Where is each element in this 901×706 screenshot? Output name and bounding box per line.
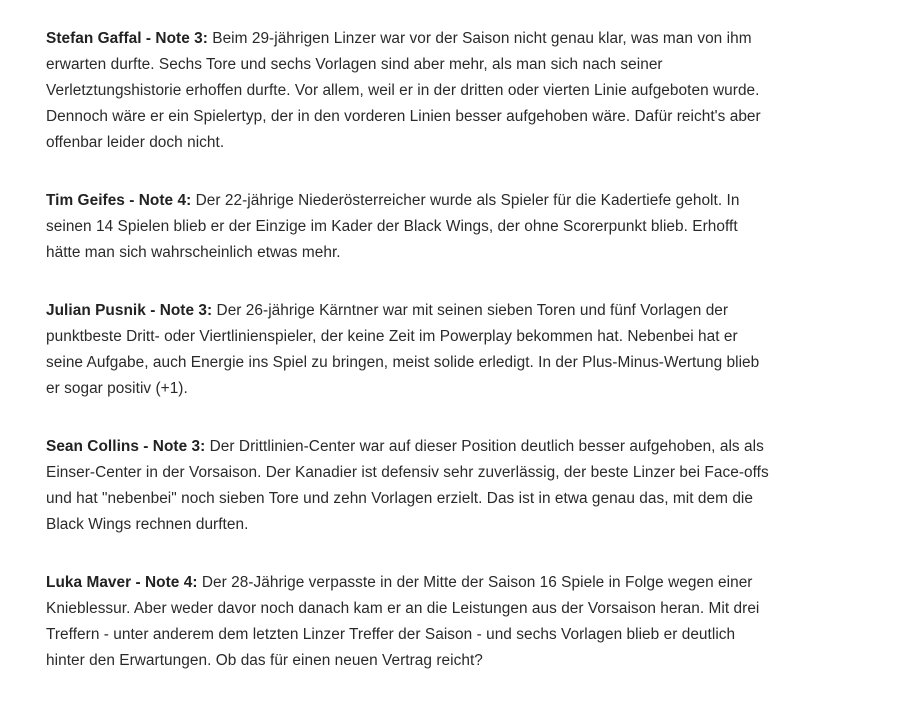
player-rating-text: Der 22-jährige Niederösterreicher wurde als Spieler für die Kadertiefe geholt. In seinen 14 Spielen blieb er der Einzige im Kader der Black Wings, der ohne Scorerpunkt blieb. Erhofft hätte man sich wahrscheinlich etwas mehr. [46,192,740,261]
player-rating-heading: Stefan Gaffal - Note 3: [46,30,208,47]
player-rating-heading: Tim Geifes - Note 4: [46,192,192,209]
player-rating-text: Der 28-Jährige verpasste in der Mitte der Saison 16 Spiele in Folge wegen einer Knieblessur. Aber weder davor noch danach kam er an die Leistungen aus der Vorsaison heran. Mit drei Treffern - unter anderem dem letzten Linzer Treffer der Saison - und sechs Vorlagen blieb er deutlich hinter den Erwartungen. Ob das für einen neuen Vertrag reicht? [46,574,760,669]
player-rating-paragraph-maver [46,570,776,674]
player-rating-heading: Sean Collins - Note 3: [46,438,206,455]
player-rating-text: Der 26-jährige Kärntner war mit seinen sieben Toren und fünf Vorlagen der punktbeste Dritt- oder Viertlinienspieler, der keine Zeit im Powerplay bekommen hat. Nebenbei hat er seine Aufgabe, auch Energie ins Spiel zu bringen, meist solide erledigt. In der Plus-Minus-Wertung blieb er sogar positiv (+1). [46,302,760,397]
article-body [46,26,776,706]
player-rating-paragraph-geifes [46,188,776,266]
player-rating-paragraph-gaffal [46,26,776,156]
player-rating-text: Der Drittlinien-Center war auf dieser Position deutlich besser aufgehoben, als als Einser-Center in der Vorsaison. Der Kanadier ist defensiv sehr zuverlässig, der beste Linzer bei Face-offs und hat "nebenbei" noch sieben Tore und zehn Vorlagen erzielt. Das ist in etwa genau das, mit dem die Black Wings rechnen durften. [46,438,769,533]
player-rating-heading: Julian Pusnik - Note 3: [46,302,213,319]
player-rating-text: Beim 29-jährigen Linzer war vor der Saison nicht genau klar, was man von ihm erwarten durfte. Sechs Tore und sechs Vorlagen sind aber mehr, als man sich nach seiner Verletztungshistorie erhoffen durfte. Vor allem, weil er in der dritten oder vierten Linie aufgeboten wurde. Dennoch wäre er ein Spielertyp, der in den vorderen Linien besser aufgehoben wäre. Dafür reicht's aber offenbar leider doch nicht. [46,30,761,151]
player-rating-heading: Luka Maver - Note 4: [46,574,198,591]
player-rating-paragraph-pusnik [46,298,776,402]
player-rating-paragraph-collins [46,434,776,538]
